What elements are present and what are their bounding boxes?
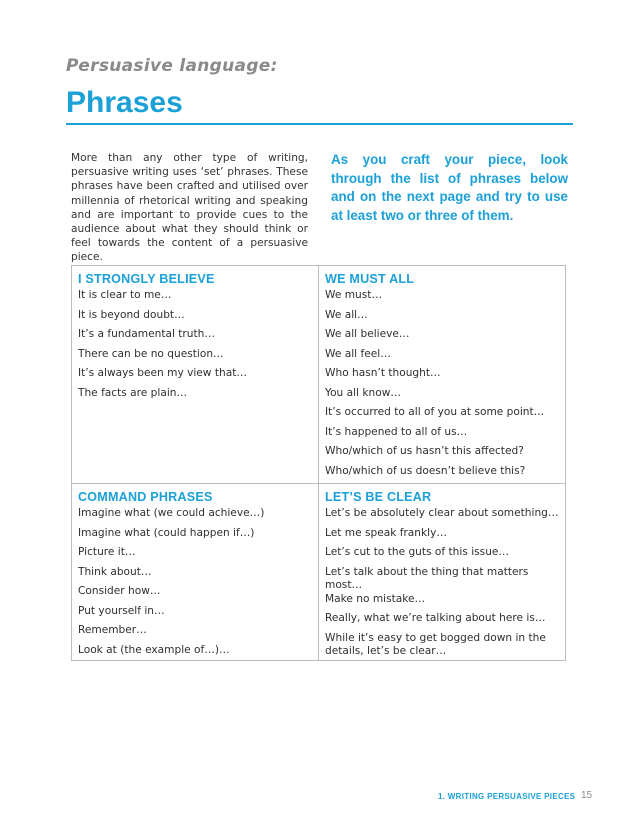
phrase-item: Imagine what (we could achieve…) (78, 507, 265, 519)
section-eyebrow: Persuasive language: (66, 56, 278, 76)
phrase-item: Who/which of us hasn’t this affected? (325, 445, 524, 457)
page-title: Phrases (66, 86, 183, 119)
cell-heading: WE MUST ALL (325, 272, 415, 286)
phrase-item: Let’s cut to the guts of this issue… (325, 546, 510, 558)
title-divider (66, 123, 573, 125)
cell-we-must-all (325, 269, 561, 484)
phrase-item: It is clear to me… (78, 289, 172, 301)
page-number: 15 (581, 790, 593, 801)
phrase-item: The facts are plain… (78, 386, 188, 399)
intro-paragraph: More than any other type of writing, persuasive writing uses ‘set’ phrases. These phrases have been crafted and utilised over millennia of rhetorical writing and speaking and are important to provide cues to the audience about what they should think or feel towards the content of a persuasive piece. (71, 152, 308, 264)
phrase-item: It’s always been my view that… (78, 367, 247, 379)
phrase-item: Really, what we’re talking about here is… (325, 612, 546, 625)
phrase-item: Put yourself in… (78, 604, 165, 617)
phrase-item: Look at (the example of…)… (78, 643, 230, 656)
phrase-item: Picture it… (78, 546, 136, 558)
cell-lets-be-clear (325, 487, 561, 659)
phrase-item: Who/which of us doesn’t believe this? (325, 464, 526, 477)
cell-heading: COMMAND PHRASES (78, 490, 213, 504)
phrase-item: We all… (325, 308, 368, 321)
cell-command-phrases (78, 487, 310, 663)
phrase-item: Let’s be absolutely clear about something… (325, 507, 559, 519)
intro-callout: As you craft your piece, look through the list of phrases below and on the next page and try to use at least two or three of them. (331, 152, 568, 223)
phrase-item: We all believe… (325, 328, 410, 340)
phrase-item: Consider how… (78, 585, 161, 597)
phrase-item: It’s a fundamental truth… (78, 328, 215, 340)
table-column-divider (318, 265, 319, 661)
phrase-item: It is beyond doubt… (78, 308, 185, 321)
phrase-item: There can be no question… (78, 347, 224, 360)
cell-heading: LET’S BE CLEAR (325, 490, 432, 504)
phrase-item: You all know… (325, 386, 401, 399)
phrase-item: We must… (325, 289, 383, 301)
footer-section-label: 1. WRITING PERSUASIVE PIECES (438, 792, 576, 801)
phrase-item: Who hasn’t thought… (325, 367, 441, 379)
phrase-item: Make no mistake… (325, 592, 426, 605)
phrase-item: Let me speak frankly… (325, 526, 447, 539)
phrase-item: While it’s easy to get bogged down in the details, let’s be clear… (325, 631, 546, 658)
phrase-item: Imagine what (could happen if…) (78, 526, 255, 539)
cell-heading: I STRONGLY BELIEVE (78, 272, 215, 286)
phrase-item: Think about… (78, 565, 152, 578)
phrase-item: It’s occurred to all of you at some point… (325, 406, 545, 418)
phrase-item: We all feel… (325, 347, 391, 360)
phrase-item: Let’s talk about the thing that matters most… (325, 565, 529, 592)
phrase-item: Remember… (78, 624, 147, 636)
phrase-item: It’s happened to all of us… (325, 425, 468, 438)
cell-i-strongly-believe (78, 269, 310, 406)
